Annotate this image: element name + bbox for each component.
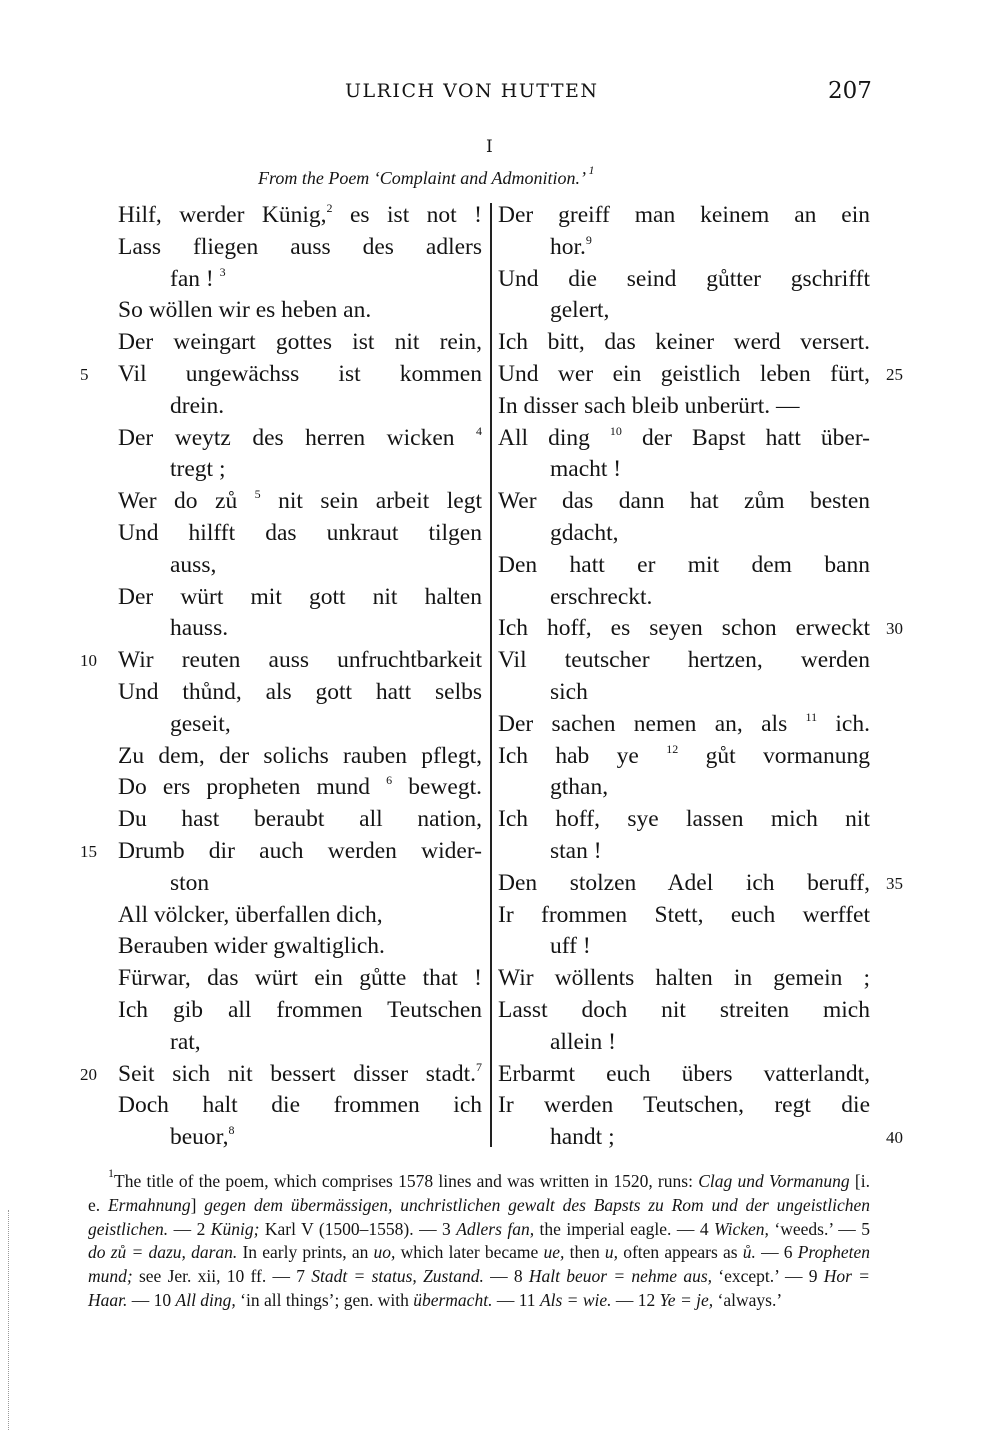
poem-line bbox=[118, 772, 482, 804]
footnote-ref: 3 bbox=[219, 264, 226, 279]
poem-line bbox=[498, 1027, 868, 1059]
footnote-text: which later became bbox=[395, 1242, 544, 1263]
poem-line-text: auss, bbox=[170, 551, 217, 578]
poem-line-text: Der weytz des herren wicken bbox=[118, 424, 476, 451]
poem-line-text: Der weingart gottes ist nit rein, bbox=[118, 329, 482, 356]
poem-line bbox=[498, 232, 868, 264]
poem-line bbox=[80, 359, 482, 391]
poem-line-text: Und thůnd, als gott hatt selbs bbox=[118, 678, 482, 705]
poem-line bbox=[498, 423, 870, 455]
poem-line-text: Berauben wider gwaltiglich. bbox=[118, 933, 385, 960]
poem-line-text: Hilf, werder Künig, bbox=[118, 202, 327, 228]
running-head: ULRICH VON HUTTEN bbox=[345, 80, 599, 102]
poem-line-text: All ding bbox=[498, 424, 610, 451]
footnote-text: ‘in all things’; gen. with bbox=[235, 1289, 414, 1310]
poem-line-text: gelert, bbox=[550, 297, 610, 324]
poem-line-text: Und hilfft das unkraut tilgen bbox=[118, 519, 482, 546]
footnote-text: — 2 bbox=[168, 1218, 211, 1239]
poem-line bbox=[498, 1059, 870, 1091]
poem-line bbox=[498, 1090, 870, 1122]
poem-line bbox=[498, 486, 870, 518]
poem-line-text: gdacht, bbox=[550, 519, 619, 546]
footnote-text: Karl V (1500–1558). — 3 bbox=[259, 1218, 457, 1239]
poem-line bbox=[118, 804, 482, 836]
page-number: 207 bbox=[828, 78, 872, 104]
poem-line-text: hor. bbox=[550, 233, 586, 260]
poem-line-text: Wir reuten auss unfruchtbarkeit bbox=[118, 647, 482, 674]
poem-line-text: In disser sach bleib unberürt. — bbox=[498, 392, 800, 419]
footnote-ref: 7 bbox=[476, 1059, 482, 1074]
footnote-italic: Als = wie. bbox=[539, 1289, 612, 1310]
poem-line bbox=[498, 709, 870, 741]
footnote-ref: 10 bbox=[609, 423, 622, 438]
footnote-italic: ů. bbox=[742, 1242, 756, 1263]
poem-line bbox=[498, 582, 868, 614]
poem-line-text: erschreckt. bbox=[550, 583, 653, 610]
footnote-text: often appears as bbox=[618, 1242, 743, 1263]
poem-line-text-after: ich. bbox=[817, 710, 870, 737]
poem-line-text: Der sachen nemen an, als bbox=[498, 710, 806, 737]
poem-line-text: macht ! bbox=[550, 456, 622, 483]
poem-line bbox=[498, 1122, 903, 1154]
poem-line bbox=[118, 486, 482, 518]
poem-line bbox=[118, 518, 482, 550]
poem-line bbox=[498, 327, 870, 359]
line-number: 25 bbox=[886, 364, 903, 384]
poem-line bbox=[118, 295, 488, 327]
footnote-italic: übermacht. bbox=[413, 1289, 493, 1310]
footnote-text: — 10 bbox=[127, 1289, 176, 1310]
poem-line bbox=[498, 391, 868, 423]
footnote-italic: Adlers fan, bbox=[456, 1218, 535, 1239]
poem-line bbox=[118, 264, 488, 296]
footnote-text: In early prints, an bbox=[237, 1242, 374, 1263]
poem-line bbox=[498, 804, 870, 836]
footnote-text: — 8 bbox=[483, 1266, 529, 1287]
poem-line bbox=[118, 423, 482, 455]
footnote-italic: u, bbox=[604, 1242, 619, 1263]
column-divider bbox=[490, 203, 492, 1147]
poem-line bbox=[498, 550, 870, 582]
poem-title-text: From the Poem ‘Complaint and Admonition.’ bbox=[258, 168, 584, 188]
footnotes bbox=[88, 1166, 870, 1313]
poem-line-text: ston bbox=[170, 869, 210, 896]
footnote-text: — 6 bbox=[755, 1242, 798, 1263]
footnote-text: [i. e. bbox=[88, 1171, 870, 1215]
poem-line-text: Den hatt er mit dem bann bbox=[498, 551, 870, 578]
footnote-ref: 6 bbox=[386, 773, 393, 788]
poem-line-text: Ir frommen Stett, euch werffet bbox=[498, 901, 870, 928]
poem-line-text: drein. bbox=[170, 392, 225, 419]
poem-line bbox=[118, 1090, 482, 1122]
poem-line bbox=[498, 645, 870, 677]
poem-line bbox=[80, 836, 482, 868]
footnote-text: ] bbox=[190, 1194, 205, 1215]
footnote-text: ‘weeds.’ — 5 bbox=[768, 1218, 870, 1239]
poem-line-text: allein ! bbox=[550, 1028, 616, 1055]
poem-title bbox=[258, 163, 595, 189]
poem-line-text: Der greiff man keinem an ein bbox=[498, 202, 870, 228]
footnote-italic: gegen dem übermässigen, unchristlichen gewalt des Bapsts zu Rom und der ungeistlichen geistlichen. bbox=[88, 1194, 870, 1239]
poem-line bbox=[80, 645, 482, 677]
poem-line bbox=[498, 931, 868, 963]
poem-line bbox=[118, 454, 488, 486]
line-number: 5 bbox=[80, 364, 89, 384]
poem-line-text: Erbarmt euch übers vatterlandt, bbox=[498, 1060, 870, 1087]
poem-line-text: Und die seind gůtter gschrifft bbox=[498, 265, 870, 292]
footnote-text: The title of the poem, which comprises 1578 lines and was written in 1520, runs: bbox=[114, 1171, 699, 1191]
footnote-text: ‘always.’ bbox=[713, 1289, 783, 1310]
footnote-ref: 9 bbox=[585, 232, 592, 247]
poem-line bbox=[118, 677, 482, 709]
poem-line bbox=[498, 518, 868, 550]
poem-line-text: Wer do zů bbox=[118, 488, 255, 515]
footnote-text: then bbox=[564, 1242, 605, 1263]
poem-line bbox=[118, 963, 482, 995]
poem-line-text-after: es ist not ! bbox=[332, 202, 482, 228]
poem-line bbox=[498, 200, 870, 232]
poem-line-text: Fürwar, das würt ein gůtte that ! bbox=[118, 965, 482, 992]
poem-line bbox=[118, 1122, 488, 1154]
poem-line-text: rat, bbox=[170, 1028, 201, 1055]
line-number: 30 bbox=[886, 619, 903, 639]
line-number: 40 bbox=[886, 1128, 903, 1148]
footnote-italic: Hor = Haar. bbox=[88, 1266, 870, 1310]
poem-line-text: stan ! bbox=[550, 837, 602, 864]
poem-line-text: All völcker, überfallen dich, bbox=[118, 901, 383, 928]
poem-line bbox=[118, 550, 488, 582]
poem-line-text: Ich hab ye bbox=[498, 742, 667, 769]
footnote-italic: Propheten mund; bbox=[88, 1242, 870, 1287]
footnote-italic: All ding, bbox=[175, 1289, 236, 1310]
poem-line-text: fan ! bbox=[170, 265, 220, 292]
poem-line bbox=[118, 232, 482, 264]
line-number: 10 bbox=[80, 651, 97, 671]
poem-line-text: Do ers propheten mund bbox=[118, 774, 387, 801]
poem-line-text: sich bbox=[550, 678, 588, 705]
footnote-ref: 4 bbox=[476, 423, 482, 438]
poem-line bbox=[80, 1059, 482, 1091]
poem-line-text: Lasst doch nit streiten mich bbox=[498, 996, 870, 1023]
poem-line-text: Drumb dir auch werden wider- bbox=[118, 837, 482, 864]
poem-line-text: handt ; bbox=[550, 1124, 615, 1151]
footnote-italic: uo, bbox=[373, 1242, 396, 1263]
poem-line bbox=[498, 613, 903, 645]
poem-line-text: Wer das dann hat zům besten bbox=[498, 488, 870, 515]
poem-line bbox=[498, 868, 903, 900]
poem-line bbox=[118, 1027, 488, 1059]
footnote-ref: 11 bbox=[805, 709, 818, 724]
poem-line-text-after: bewegt. bbox=[392, 774, 482, 801]
poem-line-text: Der würt mit gott nit halten bbox=[118, 583, 482, 610]
poem-line-text: Vil teutscher hertzen, werden bbox=[498, 647, 870, 674]
poem-line bbox=[498, 741, 870, 773]
poem-line bbox=[118, 391, 488, 423]
line-number: 15 bbox=[80, 841, 97, 861]
poem-line-text: uff ! bbox=[550, 933, 591, 960]
poem-line bbox=[118, 613, 488, 645]
poem-line bbox=[498, 295, 868, 327]
footnote-italic: do zů = dazu, daran. bbox=[88, 1242, 238, 1263]
poem-line bbox=[118, 741, 482, 773]
poem-line-text: Ich gib all frommen Teutschen bbox=[118, 996, 482, 1023]
poem-line bbox=[498, 995, 870, 1027]
poem-line bbox=[118, 582, 482, 614]
poem-line-text-after: der Bapst hatt über- bbox=[621, 424, 871, 451]
footnote-text: see Jer. xii, 10 ff. — 7 bbox=[132, 1266, 312, 1287]
footnote-ref: 8 bbox=[228, 1123, 235, 1138]
poem-line-text: Den stolzen Adel ich beruff, bbox=[498, 869, 870, 896]
poem-line bbox=[118, 995, 482, 1027]
footnote-ref: 12 bbox=[666, 741, 679, 756]
poem-line-text: tregt ; bbox=[170, 456, 226, 483]
poem-line-text: Du hast beraubt all nation, bbox=[118, 806, 482, 833]
poem-line bbox=[118, 931, 488, 963]
footnote-text: — 11 bbox=[492, 1289, 540, 1310]
poem-line-text: Und wer ein geistlich leben fürt, bbox=[498, 360, 870, 387]
margin-scan-mark bbox=[8, 1210, 10, 1430]
poem-line-text-after: nit sein arbeit legt bbox=[260, 488, 482, 515]
poem-line-text: geseit, bbox=[170, 710, 231, 737]
footnote-italic: Ermahnung bbox=[107, 1194, 191, 1215]
poem-line-text: beuor, bbox=[170, 1124, 229, 1151]
poem-line-text: Seit sich nit bessert disser stadt. bbox=[118, 1060, 476, 1087]
poem-line-text: Wir wöllents halten in gemein ; bbox=[498, 965, 870, 992]
footnote-block bbox=[88, 1166, 870, 1313]
poem-line bbox=[118, 900, 488, 932]
footnote-italic: Stadt = status, Zustand. bbox=[311, 1266, 484, 1287]
poem-line bbox=[498, 359, 903, 391]
poem-line bbox=[118, 868, 488, 900]
poem-line bbox=[118, 200, 482, 232]
footnote-italic: Künig; bbox=[210, 1218, 260, 1239]
footnote-ref: 5 bbox=[254, 487, 261, 502]
poem-line bbox=[498, 677, 868, 709]
poem-column-left bbox=[80, 200, 488, 1154]
poem-line-text: Vil ungewächss ist kommen bbox=[118, 360, 482, 387]
poem-line-text: Ich hoff, es seyen schon erweckt bbox=[498, 615, 870, 642]
poem-line bbox=[118, 709, 488, 741]
poem-line bbox=[498, 836, 868, 868]
poem-column-right bbox=[498, 200, 903, 1154]
poem-line bbox=[498, 963, 870, 995]
line-number: 20 bbox=[80, 1064, 97, 1084]
footnote-text: ‘except.’ — 9 bbox=[712, 1266, 824, 1287]
footnote-italic: Halt beuor = nehme aus, bbox=[528, 1266, 713, 1287]
poem-line bbox=[498, 264, 870, 296]
poem-line-text: gthan, bbox=[550, 774, 609, 801]
poem-line bbox=[498, 900, 870, 932]
poem-line-text: Ich hoff, sye lassen mich nit bbox=[498, 806, 870, 833]
footnote-italic: Ye = je, bbox=[659, 1289, 714, 1310]
footnote-text: — 12 bbox=[611, 1289, 660, 1310]
poem-line-text: hauss. bbox=[170, 615, 229, 642]
poem-line bbox=[118, 327, 482, 359]
footnote-text: the imperial eagle. — 4 bbox=[534, 1218, 715, 1239]
section-number: I bbox=[486, 137, 493, 157]
footnote-ref: 2 bbox=[326, 201, 333, 215]
line-number: 35 bbox=[886, 873, 903, 893]
poem-title-footnote-ref: 1 bbox=[588, 163, 595, 177]
poem-line-text: Doch halt die frommen ich bbox=[118, 1092, 482, 1119]
footnote-italic: Wicken, bbox=[714, 1218, 769, 1239]
poem-line-text: Ir werden Teutschen, regt die bbox=[498, 1092, 870, 1119]
poem-line-text: Ich bitt, das keiner werd versert. bbox=[498, 329, 870, 356]
footnote-italic: ue, bbox=[543, 1242, 565, 1263]
poem-line-text: Lass fliegen auss des adlers bbox=[118, 233, 482, 260]
poem-line-text: Zu dem, der solichs rauben pflegt, bbox=[118, 742, 482, 769]
footnote-number: 1 bbox=[108, 1166, 114, 1180]
poem-line-text-after: gůt vormanung bbox=[678, 742, 870, 769]
footnote-italic: Clag und Vormanung bbox=[698, 1171, 850, 1191]
poem-line bbox=[498, 454, 868, 486]
poem-line bbox=[498, 772, 868, 804]
poem-line-text: So wöllen wir es heben an. bbox=[118, 297, 372, 324]
